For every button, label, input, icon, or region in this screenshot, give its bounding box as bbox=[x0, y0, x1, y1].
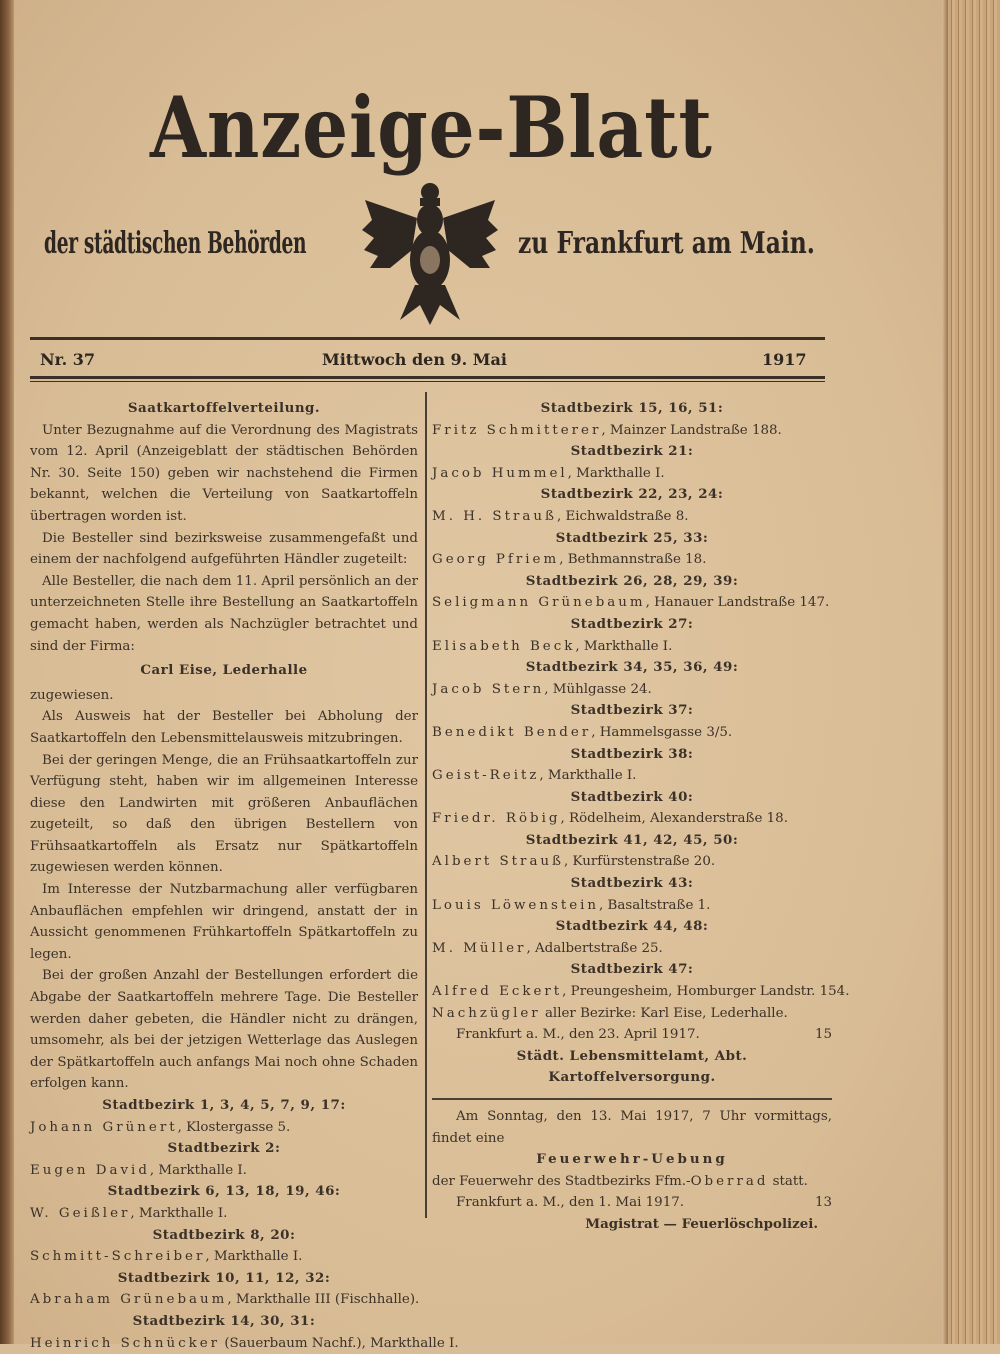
dealer-address: , Markthalle III (Fischhalle). bbox=[227, 1292, 420, 1308]
dealer-address: , Markthalle I. bbox=[539, 768, 637, 784]
district-heading: Stadtbezirk 38: bbox=[570, 745, 694, 762]
district-heading: Stadtbezirk 34, 35, 36, 49: bbox=[525, 659, 739, 676]
dealer-name: Jacob Stern bbox=[432, 681, 545, 697]
district-dealer bbox=[30, 1160, 418, 1182]
dealer-name: Friedr. Röbig bbox=[432, 811, 561, 827]
notice1-place-date: Frankfurt a. M., den 23. April 1917. bbox=[456, 1027, 700, 1043]
dealer-address: (Sauerbaum Nachf.), Markthalle I. bbox=[220, 1335, 459, 1351]
dealer-address: , Markthalle I. bbox=[567, 465, 665, 481]
dealer-name: M. H. Strauß bbox=[432, 508, 557, 524]
district-dealer bbox=[432, 506, 832, 528]
dealer-name: Heinrich Schnücker bbox=[30, 1335, 221, 1351]
masthead-rule-top bbox=[30, 337, 825, 340]
issue-date: Mittwoch den 9. Mai bbox=[322, 350, 507, 369]
paragraph: Alle Besteller, die nach dem 11. April persönlich an der unterzeichneten Stelle ihre Bestellung an Saatkartoffeln gemacht haben, werden als Nachzügler betrachtet und sind der Firma: bbox=[30, 573, 418, 654]
dealer-name: Alfred Eckert bbox=[432, 984, 563, 1000]
stacked-page-edges bbox=[948, 0, 1000, 1344]
dealer-name: Albert Strauß bbox=[432, 854, 564, 870]
district-dealer bbox=[432, 722, 832, 744]
dealer-address: , Markthalle I. bbox=[130, 1205, 228, 1221]
dealer-name: Georg Pfriem bbox=[432, 552, 560, 568]
district-list bbox=[30, 1095, 459, 1354]
district-heading: Stadtbezirk 25, 33: bbox=[555, 529, 709, 546]
district-heading: Stadtbezirk 1, 3, 4, 5, 7, 9, 17: bbox=[102, 1097, 346, 1113]
district-heading: Stadtbezirk 26, 28, 29, 39: bbox=[525, 572, 739, 589]
dealer-address: , Mainzer Landstraße 188. bbox=[601, 422, 782, 438]
district-dealer bbox=[432, 765, 832, 787]
notice2-text: Am Sonntag, den 13. Mai 1917, 7 Uhr vormittags, findet eine bbox=[432, 1109, 832, 1146]
notice2-text2 bbox=[432, 1171, 832, 1193]
dealer-name: Elisabeth Beck bbox=[432, 638, 576, 654]
district-heading: Stadtbezirk 8, 20: bbox=[152, 1226, 296, 1243]
district-dealer bbox=[30, 1289, 418, 1311]
district-dealer bbox=[432, 463, 832, 485]
district-dealer bbox=[432, 592, 832, 614]
paragraph: Im Interesse der Nutzbarmachung aller verfügbaren Anbauflächen empfehlen wir dringend, anstatt der in Aussicht genommenen Frühkartoffeln Spätkartoffeln zu legen. bbox=[30, 882, 418, 962]
notice1-signature: Städt. Lebensmittelamt, Abt. Kartoffelversorgung. bbox=[516, 1047, 748, 1086]
dealer-name: Seligmann Grünebaum bbox=[432, 595, 646, 611]
district-dealer bbox=[432, 938, 832, 960]
district-heading: Stadtbezirk 37: bbox=[570, 702, 694, 719]
dealer-address: , Klostergasse 5. bbox=[177, 1119, 291, 1135]
dealer-name: M. Müller bbox=[432, 940, 527, 956]
district-heading: Stadtbezirk 47: bbox=[570, 961, 694, 978]
dealer-address: , Adalbertstraße 25. bbox=[526, 940, 663, 956]
column-divider bbox=[425, 392, 427, 1218]
dealer-address: , Eichwaldstraße 8. bbox=[556, 508, 689, 524]
dealer-address: , Mühlgasse 24. bbox=[544, 681, 652, 697]
firm-after: zugewiesen. bbox=[30, 687, 114, 703]
dealer-name: Fritz Schmitterer bbox=[432, 422, 602, 438]
dealer-name: Eugen David bbox=[30, 1162, 150, 1178]
masthead-rule-bottom bbox=[30, 376, 825, 379]
article-heading: Saatkartoffelverteilung. bbox=[127, 400, 321, 416]
district-heading: Stadtbezirk 41, 42, 45, 50: bbox=[525, 831, 739, 848]
latecomers-text: aller Bezirke: Karl Eise, Lederhalle. bbox=[540, 1005, 788, 1021]
latecomers-label: Nachzügler bbox=[432, 1005, 541, 1021]
district-heading: Stadtbezirk 21: bbox=[570, 443, 694, 460]
notice2-dateline bbox=[432, 1192, 832, 1214]
dealer-address: , Kurfürstenstraße 20. bbox=[564, 854, 716, 870]
district-heading: Stadtbezirk 40: bbox=[570, 788, 694, 805]
paragraph: Unter Bezugnahme auf die Verordnung des Magistrats vom 12. April (Anzeigeblatt der städtischen Behörden Nr. 30. Seite 150) geben wir nachstehend die Firmen bekannt, welchen die Verteilung von Saatkartoffeln übertragen worden ist. bbox=[30, 422, 418, 524]
paragraph: Bei der geringen Menge, die an Frühsaatkartoffeln zur Verfügung steht, haben wir im allgemeinen Interesse diese den Landwirten mit größeren Anbauflächen zugeteilt, so daß den übrigen Bestellern von Frühsaatkartoffeln als Ersatz nur Spätkartoffeln zugewiesen werden können. bbox=[30, 752, 418, 876]
district-dealer bbox=[30, 1117, 418, 1139]
masthead-rule-thin bbox=[30, 381, 825, 382]
dealer-address: , Rödelheim, Alexanderstraße 18. bbox=[560, 811, 788, 827]
masthead-title: Anzeige-Blatt bbox=[150, 78, 713, 177]
dealer-address: , Markthalle I. bbox=[575, 638, 673, 654]
notice-separator bbox=[432, 1098, 832, 1100]
paragraph: Als Ausweis hat der Besteller bei Abholung der Saatkartoffeln den Lebensmittelausweis mitzubringen. bbox=[30, 709, 418, 746]
district-dealer bbox=[30, 1333, 459, 1354]
district-heading: Stadtbezirk 2: bbox=[167, 1140, 281, 1157]
dealer-name: W. Geißler bbox=[30, 1205, 131, 1221]
district-dealer bbox=[432, 636, 832, 658]
dealer-address: , Hammelsgasse 3/5. bbox=[591, 724, 733, 740]
imperial-eagle-icon bbox=[360, 180, 500, 325]
dealer-address: , Hanauer Landstraße 147. bbox=[645, 595, 830, 611]
district-dealer bbox=[432, 895, 832, 917]
paragraph: Bei der großen Anzahl der Bestellungen erfordert die Abgabe der Saatkartoffeln mehrere Tage. Die Besteller werden daher gebeten, die Händler nicht zu drängen, umsomehr, als bei der jetzigen Wetterlage das Auslegen der Spätkartoffeln auch anfangs Mai noch ohne Schaden erfolgen kann. bbox=[30, 968, 418, 1092]
notice2-signature: Magistrat — Feuerlöschpolizei. bbox=[585, 1215, 818, 1232]
notice2-heading: Feuerwehr-Uebung bbox=[536, 1151, 728, 1168]
district-heading: Stadtbezirk 6, 13, 18, 19, 46: bbox=[107, 1183, 341, 1200]
district-dealer bbox=[432, 420, 832, 442]
district-heading: Stadtbezirk 27: bbox=[570, 615, 694, 632]
district-dealer bbox=[432, 981, 850, 1003]
dealer-name: Louis Löwenstein bbox=[432, 897, 600, 913]
notice1-number: 15 bbox=[814, 1027, 832, 1043]
district-list bbox=[432, 398, 850, 1003]
notice2-text2a: der Feuerwehr des Stadtbezirks Ffm.- bbox=[432, 1173, 691, 1189]
dealer-name: Schmitt-Schreiber bbox=[30, 1249, 206, 1265]
district-dealer bbox=[30, 1203, 418, 1225]
dealer-address: , Markthalle I. bbox=[205, 1249, 303, 1265]
district-heading: Stadtbezirk 10, 11, 12, 32: bbox=[117, 1269, 331, 1286]
dealer-name: Johann Grünert bbox=[30, 1119, 178, 1135]
district-dealer bbox=[432, 679, 832, 701]
dealer-address: , Basaltstraße 1. bbox=[599, 897, 711, 913]
district-heading: Stadtbezirk 43: bbox=[570, 875, 694, 892]
firm-name: Carl Eise, Lederhalle bbox=[140, 662, 308, 679]
dealer-name: Abraham Grünebaum bbox=[30, 1292, 228, 1308]
dealer-address: , Markthalle I. bbox=[149, 1162, 247, 1178]
right-column bbox=[432, 398, 850, 1236]
district-heading: Stadtbezirk 44, 48: bbox=[555, 918, 709, 935]
district-heading: Stadtbezirk 22, 23, 24: bbox=[540, 486, 724, 503]
notice2-number: 13 bbox=[814, 1195, 832, 1211]
left-column bbox=[30, 398, 459, 1354]
masthead-subtitle-right: zu Frankfurt am Main. bbox=[518, 226, 815, 261]
book-binding bbox=[0, 0, 14, 1344]
dealer-name: Jacob Hummel bbox=[432, 465, 568, 481]
notice2-place-date: Frankfurt a. M., den 1. Mai 1917. bbox=[456, 1195, 684, 1211]
latecomers-line bbox=[432, 1003, 832, 1025]
district-dealer bbox=[432, 851, 832, 873]
dealer-name: Geist-Reitz bbox=[432, 768, 540, 784]
notice2-district: Oberrad bbox=[690, 1173, 769, 1189]
notice2-text2c: statt. bbox=[768, 1173, 808, 1189]
district-heading: Stadtbezirk 14, 30, 31: bbox=[132, 1312, 316, 1329]
district-heading: Stadtbezirk 15, 16, 51: bbox=[540, 400, 724, 416]
district-dealer bbox=[432, 549, 832, 571]
issue-year: 1917 bbox=[762, 350, 807, 369]
paragraph: Die Besteller sind bezirksweise zusammengefaßt und einem der nachfolgend aufgeführten Händler zugeteilt: bbox=[30, 530, 418, 568]
dealer-address: , Bethmannstraße 18. bbox=[559, 552, 707, 568]
dealer-address: , Preungesheim, Homburger Landstr. 154. bbox=[562, 984, 850, 1000]
dealer-name: Benedikt Bender bbox=[432, 724, 592, 740]
issue-number: Nr. 37 bbox=[40, 350, 95, 369]
notice1-dateline bbox=[432, 1024, 832, 1046]
district-dealer bbox=[30, 1246, 418, 1268]
district-dealer bbox=[432, 808, 832, 830]
masthead-subtitle-left: der städtischen Behörden bbox=[44, 226, 307, 261]
